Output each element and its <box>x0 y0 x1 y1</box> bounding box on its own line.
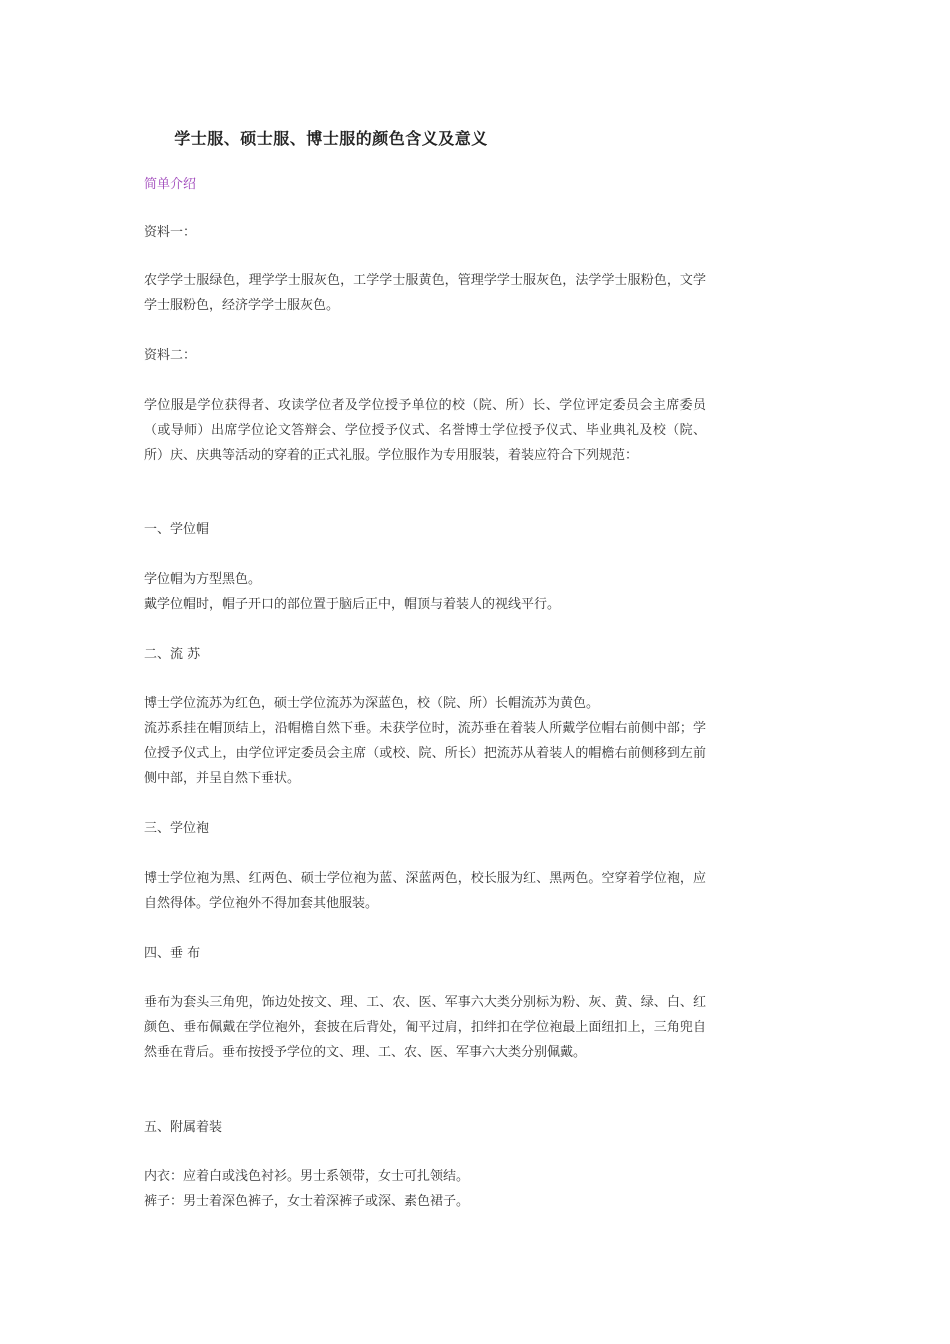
section5-line: 内衣：应着白或浅色衬衫。男士系领带，女士可扎领结。 <box>144 1169 470 1184</box>
section3-line: 博士学位袍为黑、红两色、硕士学位袍为蓝、深蓝两色，校长服为红、黑两色。空穿着学位袍，应自然得体。学位袍外不得加套其他服装。 <box>144 871 706 911</box>
section3-body <box>144 866 706 916</box>
section2-heading: 二、流 苏 <box>144 647 201 662</box>
section1-line: 学位帽为方型黑色。 <box>144 572 262 587</box>
source1-paragraph: 农学学士服绿色，理学学士服灰色，工学学士服黄色，管理学学士服灰色，法学学士服粉色，文学学士服粉色，经济学学士服灰色。 <box>144 273 706 313</box>
section2-line: 流苏系挂在帽顶结上，沿帽檐自然下垂。未获学位时，流苏垂在着装人所戴学位帽右前侧中部；学位授予仪式上，由学位评定委员会主席（或校、院、所长）把流苏从着装人的帽檐右前侧移到左前侧中部，并呈自然下垂状。 <box>144 721 706 786</box>
section1-body <box>144 567 706 617</box>
source2-paragraph: 学位服是学位获得者、攻读学位者及学位授予单位的校（院、所）长、学位评定委员会主席委员（或导师）出席学位论文答辩会、学位授予仪式、名誉博士学位授予仪式、毕业典礼及校（院、所）庆、庆典等活动的穿着的正式礼服。学位服作为专用服装，着装应符合下列规范： <box>144 398 706 463</box>
section2-body <box>144 691 706 791</box>
section2-line: 博士学位流苏为红色，硕士学位流苏为深蓝色，校（院、所）长帽流苏为黄色。 <box>144 696 600 711</box>
section4-heading: 四、垂 布 <box>144 946 201 961</box>
section5-body <box>144 1164 706 1214</box>
document-title: 学士服、硕士服、博士服的颜色含义及意义 <box>174 129 488 148</box>
source1-label: 资料一： <box>144 225 197 240</box>
section4-line: 垂布为套头三角兜，饰边处按文、理、工、农、医、军事六大类分别标为粉、灰、黄、绿、白、红颜色、垂布佩戴在学位袍外，套披在后背处，匍平过肩，扣绊扣在学位袍最上面纽扣上，三角兜自然垂在背后。垂布按授予学位的文、理、工、农、医、军事六大类分别佩戴。 <box>144 995 706 1060</box>
source2-label: 资料二： <box>144 348 197 363</box>
section4-body <box>144 990 706 1065</box>
section5-line: 裤子：男士着深色裤子，女士着深裤子或深、素色裙子。 <box>144 1194 470 1209</box>
section1-heading: 一、学位帽 <box>144 522 210 537</box>
section1-line: 戴学位帽时，帽子开口的部位置于脑后正中，帽顶与着装人的视线平行。 <box>144 597 561 612</box>
intro-heading: 简单介绍 <box>144 177 197 192</box>
section3-heading: 三、学位袍 <box>144 821 210 836</box>
section5-heading: 五、附属着装 <box>144 1120 223 1135</box>
